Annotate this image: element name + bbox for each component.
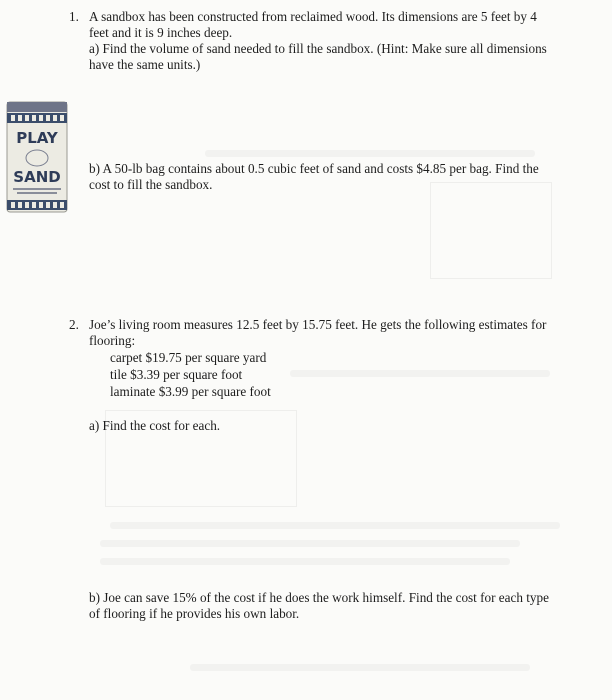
problem-2-intro-line: Joe’s living room measures 12.5 feet by 15.75 feet. He gets the following estimates for <box>89 317 547 332</box>
problem-1-part-b-line: cost to fill the sandbox. <box>89 177 213 192</box>
problem-2-intro-line: flooring: <box>89 333 136 348</box>
bag-label-play: PLAY <box>16 129 58 147</box>
bleed-through-line <box>100 558 510 565</box>
problem-1-part-a-line: a) Find the volume of sand needed to fill the sandbox. (Hint: Make sure all dimensions <box>89 41 547 56</box>
play-sand-bag-image <box>3 100 71 214</box>
problem-2-part-b-line: b) Joe can save 15% of the cost if he does the work himself. Find the cost for each type <box>89 590 549 605</box>
bag-label-sand: SAND <box>13 168 61 186</box>
problem-2-number: 2. <box>69 317 79 332</box>
problem-2-part-b-line: of flooring if he provides his own labor. <box>89 606 300 621</box>
problem-2-part-a: a) Find the cost for each. <box>89 418 221 433</box>
problem-1-intro-line: feet and it is 9 inches deep. <box>89 25 233 40</box>
problem-1-part-a-line: have the same units.) <box>89 57 201 72</box>
bleed-through-line <box>100 540 520 547</box>
problem-1-number: 1. <box>69 9 79 24</box>
estimate-laminate: laminate $3.99 per square foot <box>110 384 271 399</box>
problem-1-part-b-line: b) A 50-lb bag contains about 0.5 cubic feet of sand and costs $4.85 per bag. Find the <box>89 161 539 176</box>
bleed-through-line <box>290 370 550 377</box>
bleed-through-line <box>205 150 535 157</box>
problem-1-intro-line: A sandbox has been constructed from reclaimed wood. Its dimensions are 5 feet by 4 <box>89 9 537 24</box>
bleed-through-line <box>190 664 530 671</box>
estimate-carpet: carpet $19.75 per square yard <box>110 350 267 365</box>
bleed-through-box <box>430 182 552 279</box>
estimate-tile: tile $3.39 per square foot <box>110 367 243 382</box>
bleed-through-line <box>110 522 560 529</box>
